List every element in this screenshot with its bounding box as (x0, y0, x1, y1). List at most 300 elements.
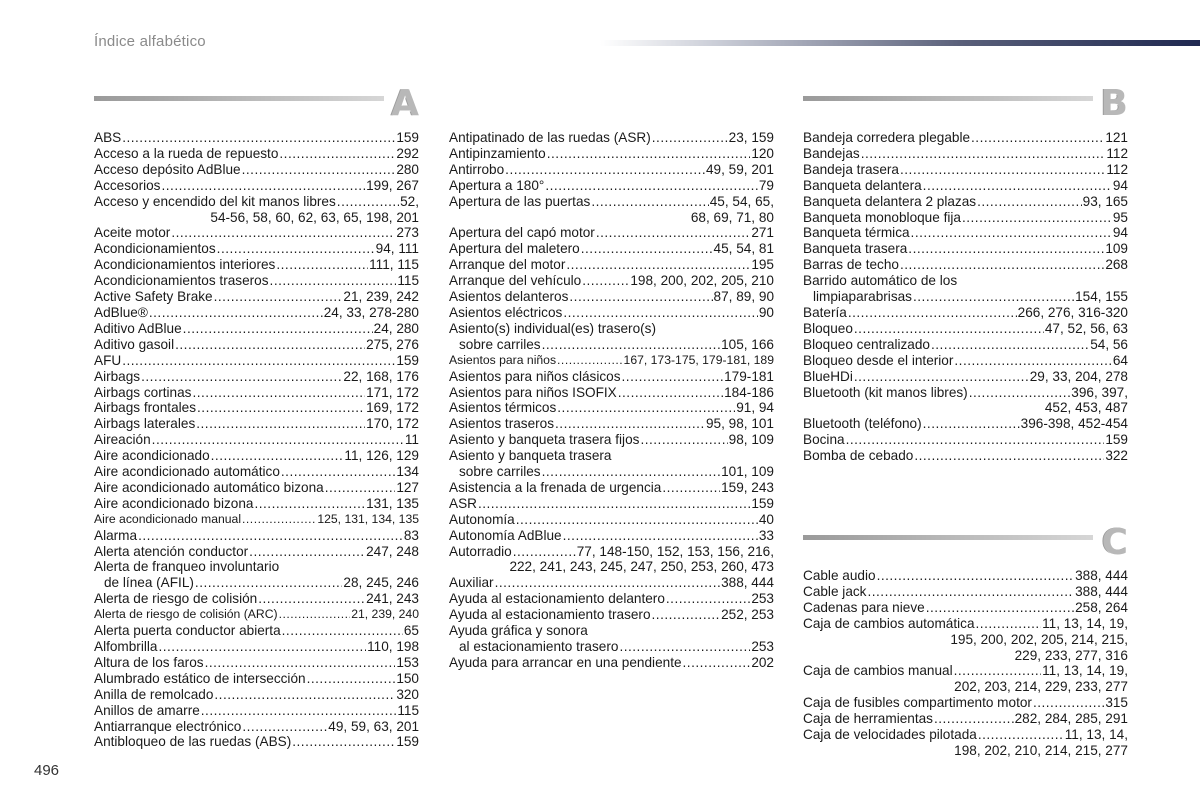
index-entry-line (803, 305, 1128, 321)
index-pages: 241, 243 (366, 591, 419, 607)
index-pages: 49, 59, 201 (705, 161, 774, 177)
index-entry (449, 448, 774, 480)
index-entry-line (803, 416, 1128, 432)
index-entry (803, 273, 1128, 305)
index-entry (94, 512, 419, 528)
index-entry (803, 146, 1128, 162)
dot-leader (158, 639, 366, 655)
index-entry-line (803, 162, 1128, 178)
index-entry-line (449, 194, 774, 210)
index-term: Bluetooth (teléfono) (803, 416, 922, 432)
index-entry-line (803, 695, 1128, 711)
index-term: Banqueta térmica (803, 225, 910, 241)
index-entry-line (449, 400, 774, 416)
index-entry-line (803, 130, 1128, 146)
index-term: Acceso y encendido del kit manos libres (94, 193, 336, 209)
index-pages: 388, 444 (1075, 568, 1128, 583)
index-term: Alerta de riesgo de colisión (ARC) (94, 607, 278, 622)
dot-leader (923, 178, 1112, 194)
index-entry-line (94, 305, 419, 321)
index-entry (449, 321, 774, 353)
index-pages: 94 (1112, 177, 1128, 193)
index-term: Caja de velocidades pilotada (803, 727, 977, 743)
index-pages: 11, 13, 14, 19, (1042, 663, 1128, 679)
dot-leader (978, 727, 1064, 743)
index-entry (449, 432, 774, 448)
dot-leader (195, 575, 342, 591)
dot-leader (152, 432, 404, 448)
index-term: Aire acondicionado automático bizona (94, 479, 324, 495)
index-entry (803, 584, 1128, 600)
index-term: Bandejas (803, 145, 860, 161)
index-entry-line (94, 512, 419, 528)
index-pages: 127 (396, 479, 419, 495)
index-pages: 22, 168, 176 (343, 368, 419, 384)
index-pages-continued: 452, 453, 487 (1044, 400, 1128, 416)
index-entry-line (449, 162, 774, 178)
dot-leader (934, 711, 1014, 727)
index-pages: 388, 444 (721, 575, 774, 591)
dot-leader (618, 385, 723, 401)
index-entry (449, 146, 774, 162)
dot-leader (969, 385, 1071, 401)
index-entry (449, 400, 774, 416)
index-entry (94, 496, 419, 512)
index-entry (94, 448, 419, 464)
index-entry (803, 225, 1128, 241)
index-pages-continued: 202, 203, 214, 229, 233, 277 (954, 679, 1128, 695)
index-pages: 315 (1105, 695, 1128, 711)
index-entry (803, 305, 1128, 321)
index-pages: 179-181 (724, 368, 774, 384)
index-entry (94, 178, 419, 194)
dot-leader (217, 241, 375, 257)
index-entry (803, 416, 1128, 432)
index-entry (803, 448, 1128, 464)
index-pages: 268 (1105, 257, 1128, 273)
index-entry-line (449, 337, 774, 353)
index-pages: 115 (397, 273, 419, 289)
index-entry-line (94, 496, 419, 512)
index-entry-line (803, 321, 1128, 337)
dot-leader (242, 162, 396, 178)
index-term: Bluetooth (kit manos libres) (803, 384, 968, 400)
index-entry-line (94, 257, 419, 273)
dot-leader (976, 616, 1042, 632)
index-term: AFU (94, 352, 122, 368)
index-pages: 52, (400, 193, 419, 209)
index-term: Anillos de amarre (94, 702, 200, 718)
index-pages: 266, 276, 316-320 (1017, 304, 1128, 320)
dot-leader (542, 337, 720, 353)
index-entry-line (94, 448, 419, 464)
index-term: Anilla de remolcado (94, 686, 214, 702)
index-pages: 150 (396, 670, 419, 686)
index-pages: 134 (396, 464, 419, 480)
index-entry-heading: Asiento(s) individual(es) trasero(s) (449, 320, 656, 336)
dot-leader (254, 496, 365, 512)
index-entry (803, 369, 1128, 385)
dot-leader (971, 130, 1104, 146)
index-entry-line (449, 257, 774, 273)
index-pages: 195 (751, 257, 774, 273)
index-pages: 169, 172 (366, 400, 419, 416)
index-term: Acceso a la rueda de repuesto (94, 145, 279, 161)
index-pages: 105, 166 (721, 336, 774, 352)
index-entry (94, 416, 419, 432)
dot-leader (652, 130, 728, 146)
index-pages: 271 (751, 225, 774, 241)
index-entry (449, 241, 774, 257)
index-entry (449, 178, 774, 194)
index-term: Bloqueo (803, 320, 853, 336)
index-entry (94, 241, 419, 257)
index-term: Batería (803, 304, 847, 320)
index-entry-line (449, 655, 774, 671)
index-pages: 253 (751, 591, 774, 607)
index-term: Acondicionamientos (94, 241, 216, 257)
index-entry-line (803, 257, 1128, 273)
index-entry-line (94, 337, 419, 353)
index-term: Ayuda para arrancar en una pendiente (449, 654, 682, 670)
index-entry (94, 353, 419, 369)
index-entry-line (803, 600, 1128, 616)
index-term: Auxiliar (449, 575, 494, 591)
index-entry (803, 616, 1128, 664)
index-term: BlueHDi (803, 368, 853, 384)
index-term: Bloqueo centralizado (803, 336, 930, 352)
dot-leader (505, 162, 705, 178)
index-term: Aireación (94, 432, 151, 448)
index-entry (449, 225, 774, 241)
index-pages-continued: 229, 233, 277, 316 (1014, 647, 1128, 663)
dot-leader (557, 400, 735, 416)
index-pages: 101, 109 (721, 464, 774, 480)
index-term: Airbags cortinas (94, 384, 192, 400)
index-entry (94, 623, 419, 639)
index-entry (94, 607, 419, 623)
dot-leader (214, 687, 395, 703)
index-entry-heading: Ayuda gráfica y sonora (449, 623, 588, 639)
index-entry (449, 194, 774, 226)
index-pages-continued: 195, 200, 202, 205, 214, 215, (950, 631, 1128, 647)
dot-leader (962, 210, 1112, 226)
index-entry-line (94, 385, 419, 401)
index-entry (449, 353, 774, 369)
index-term: Banqueta delantera 2 plazas (803, 193, 977, 209)
index-entry-line (449, 241, 774, 257)
dot-leader (900, 162, 1105, 178)
index-term: Bomba de cebado (803, 448, 914, 464)
section-head-b (803, 83, 1128, 128)
index-entry (94, 734, 419, 750)
index-pages: 79 (758, 177, 774, 193)
index-pages: 171, 172 (366, 384, 419, 400)
index-column-c (803, 568, 1128, 759)
index-entry-line (94, 480, 419, 496)
index-entry-line (803, 225, 1128, 241)
index-entry-line (803, 337, 1128, 353)
index-entry-line (94, 432, 419, 448)
dot-leader (478, 496, 750, 512)
index-entry (94, 687, 419, 703)
dot-leader (591, 194, 708, 210)
index-term: Aceite motor (94, 225, 171, 241)
index-entry-line (803, 616, 1128, 632)
index-entry (803, 210, 1128, 226)
index-entry-line (94, 528, 419, 544)
index-entry (94, 544, 419, 560)
index-pages: 252, 253 (721, 607, 774, 623)
dot-leader (619, 639, 750, 655)
index-entry (449, 369, 774, 385)
index-entry (803, 600, 1128, 616)
index-term: Airbags frontales (94, 400, 197, 416)
dot-leader (640, 432, 727, 448)
dot-leader (652, 607, 721, 623)
index-entry-line (94, 734, 419, 750)
index-entry (449, 575, 774, 591)
index-entry-line (449, 480, 774, 496)
index-pages: 253 (751, 639, 774, 654)
index-term: Asientos traseros (449, 416, 555, 432)
index-entry (94, 257, 419, 273)
dot-leader (292, 734, 395, 750)
index-entry (449, 305, 774, 321)
dot-leader (281, 464, 395, 480)
index-entry (449, 130, 774, 146)
index-entry-line (449, 544, 774, 560)
index-entry (449, 528, 774, 544)
index-entry-line (94, 162, 419, 178)
index-term: Asientos eléctricos (449, 304, 563, 320)
dot-leader (566, 257, 750, 273)
section-letter-c: C (1101, 522, 1128, 563)
index-pages: 21, 239, 242 (343, 289, 419, 305)
index-entry (94, 464, 419, 480)
index-entry (803, 353, 1128, 369)
index-pages: 94, 111 (375, 241, 419, 257)
index-pages: 125, 131, 134, 135 (317, 511, 419, 526)
index-term: Acondicionamientos interiores (94, 257, 276, 273)
dot-leader (666, 591, 750, 607)
index-term: sobre carriles (459, 464, 541, 480)
dot-leader (923, 416, 1020, 432)
index-term: de línea (AFIL) (104, 575, 194, 591)
page-header-title: Índice alfabético (94, 33, 206, 50)
index-entry (803, 663, 1128, 695)
index-term: Asientos térmicos (449, 400, 557, 416)
dot-leader (122, 353, 395, 369)
dot-leader (249, 544, 365, 560)
dot-leader (276, 257, 368, 273)
index-term: al estacionamiento trasero (459, 639, 619, 654)
index-entry-line (94, 178, 419, 194)
index-entry (803, 385, 1128, 417)
index-entry (803, 727, 1128, 759)
index-entry-line (449, 225, 774, 241)
dot-leader (171, 225, 395, 241)
index-entry-line (803, 663, 1128, 679)
dot-leader (197, 400, 365, 416)
index-term: Apertura de las puertas (449, 193, 591, 209)
section-rule (803, 96, 1093, 101)
index-entry (94, 369, 419, 385)
dot-leader (926, 600, 1074, 616)
index-term: Aire acondicionado (94, 448, 210, 464)
index-term: Caja de herramientas (803, 711, 933, 727)
index-pages: 24, 33, 278-280 (323, 304, 419, 320)
index-pages: 247, 248 (366, 543, 419, 559)
index-entry-line (803, 241, 1128, 257)
dot-leader (555, 416, 705, 432)
index-term: Alarma (94, 527, 138, 543)
index-term: Aditivo AdBlue (94, 320, 182, 336)
index-entry (94, 703, 419, 719)
index-pages: 11, 13, 14, 19, (1042, 615, 1128, 631)
index-pages-continued: 198, 202, 210, 214, 215, 277 (954, 742, 1128, 758)
index-entry (94, 273, 419, 289)
dot-leader (582, 273, 629, 289)
dot-leader (122, 130, 395, 146)
index-pages: 131, 135 (366, 495, 419, 511)
index-entry-line (94, 607, 419, 623)
index-entry-line (449, 591, 774, 607)
index-term: Airbags laterales (94, 416, 196, 432)
index-entry (94, 385, 419, 401)
index-pages: 159, 243 (721, 479, 774, 495)
dot-leader (596, 225, 750, 241)
index-pages: 11, 126, 129 (344, 448, 419, 464)
dot-leader (242, 512, 316, 528)
index-entry-line (94, 575, 419, 591)
dot-leader (913, 289, 1074, 305)
index-pages: 292 (396, 145, 419, 161)
dot-leader (563, 305, 758, 321)
index-pages: 159 (396, 130, 419, 145)
index-pages: 170, 172 (366, 416, 419, 432)
dot-leader (138, 528, 403, 544)
dot-leader (183, 321, 373, 337)
index-entry-heading: Asiento y banqueta trasera (449, 448, 612, 464)
index-pages-continued: 54-56, 58, 60, 62, 63, 65, 198, 201 (210, 209, 419, 225)
dot-leader (547, 146, 751, 162)
dot-leader (161, 178, 365, 194)
index-entry-line (94, 687, 419, 703)
index-entry-line (449, 289, 774, 305)
index-entry (94, 719, 419, 735)
index-entry (94, 225, 419, 241)
index-pages: 280 (396, 161, 419, 177)
dot-leader (205, 655, 396, 671)
index-entry (803, 194, 1128, 210)
index-entry-line (94, 273, 419, 289)
index-entry (94, 655, 419, 671)
index-entry-line (449, 464, 774, 480)
index-term: Asistencia a la frenada de urgencia (449, 479, 662, 495)
dot-leader (279, 146, 395, 162)
index-term: Caja de cambios manual (803, 663, 953, 679)
index-pages: 111, 115 (369, 257, 419, 273)
index-entry-line (803, 289, 1128, 305)
index-term: Cable audio (803, 568, 876, 583)
index-entry (94, 559, 419, 591)
index-pages: 90 (758, 304, 774, 320)
index-entry (449, 480, 774, 496)
index-pages: 112 (1106, 145, 1128, 161)
index-pages: 258, 264 (1075, 599, 1128, 615)
dot-leader (569, 289, 712, 305)
index-entry-line (803, 369, 1128, 385)
index-term: Bandeja trasera (803, 161, 899, 177)
index-term: Antipatinado de las ruedas (ASR) (449, 130, 651, 145)
index-pages: 112 (1106, 161, 1128, 177)
index-pages: 94 (1112, 225, 1128, 241)
index-entry-line (803, 727, 1128, 743)
index-entry (449, 591, 774, 607)
index-pages: 120 (751, 145, 774, 161)
index-entry-line (449, 178, 774, 194)
index-entry (803, 162, 1128, 178)
index-entry-line (449, 432, 774, 448)
index-entry (803, 130, 1128, 146)
index-entry (94, 337, 419, 353)
index-pages: 154, 155 (1075, 289, 1128, 305)
dot-leader (622, 369, 724, 385)
dot-leader (211, 448, 344, 464)
dot-leader (854, 321, 1044, 337)
index-entry-line (94, 130, 419, 146)
index-column-a-left (94, 130, 419, 750)
index-entry-line (94, 591, 419, 607)
index-term: Bandeja corredera plegable (803, 130, 971, 145)
index-entry-line (803, 584, 1128, 600)
index-entry-line (94, 464, 419, 480)
index-term: Acceso depósito AdBlue (94, 161, 241, 177)
index-entry-line (94, 703, 419, 719)
dot-leader (282, 623, 403, 639)
index-entry (449, 544, 774, 576)
index-entry (94, 480, 419, 496)
index-pages: 40 (758, 511, 774, 527)
index-entry-line (449, 385, 774, 401)
index-entry (803, 432, 1128, 448)
index-pages: 91, 94 (736, 400, 774, 416)
index-pages: 273 (396, 225, 419, 241)
index-pages: 98, 109 (728, 432, 774, 448)
index-term: Aire acondicionado automático (94, 464, 280, 480)
section-head-c (803, 522, 1128, 567)
section-rule (94, 96, 384, 101)
index-term: Caja de fusibles compartimento motor (803, 695, 1032, 711)
index-pages: 199, 267 (366, 177, 419, 193)
index-term: Acondicionamientos traseros (94, 273, 269, 289)
index-entry-line (94, 623, 419, 639)
dot-leader (242, 719, 327, 735)
index-term: Apertura a 180° (449, 177, 545, 193)
index-entry-line (94, 639, 419, 655)
dot-leader (1033, 695, 1104, 711)
index-entry (94, 194, 419, 226)
index-pages: 121 (1105, 130, 1128, 145)
index-term: ABS (94, 130, 122, 145)
index-pages: 87, 89, 90 (713, 289, 774, 305)
dot-leader (557, 353, 623, 369)
index-term: Active Safety Brake (94, 289, 213, 305)
dot-leader (196, 416, 365, 432)
index-entry (94, 162, 419, 178)
dot-leader (908, 241, 1104, 257)
